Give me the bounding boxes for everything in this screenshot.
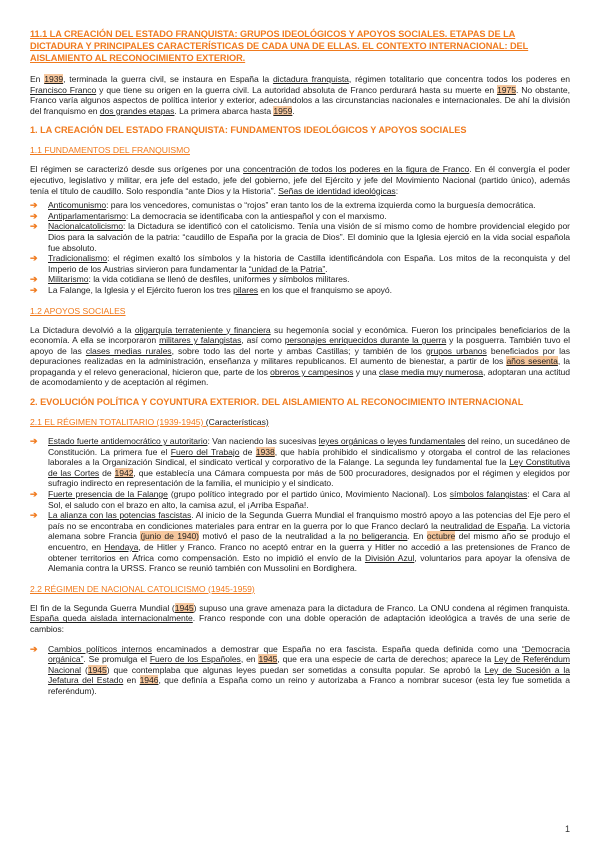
text: . Se promulga el xyxy=(83,654,150,665)
list-item xyxy=(30,274,570,285)
text: : la Dictadura se identificó con el catolicismo. Tenía una visión de sí mismo como de hombre providencial elegido por Dios para la salvación de la patria: “caudillo de España por la gracia de Dios”. El dominio que la Iglesia ejerció en la vida social española fue absoluto. xyxy=(48,221,570,253)
list-item xyxy=(30,436,570,489)
text: de xyxy=(99,467,115,478)
key-term: dos grandes etapas xyxy=(99,105,175,116)
text: del mismo año se produjo el encuentro, en xyxy=(48,531,570,552)
key-term: clase media muy numerosa xyxy=(378,366,484,377)
year-highlight: 1938 xyxy=(255,446,275,457)
list-item xyxy=(30,253,570,274)
key-term: Francisco Franco xyxy=(30,84,97,95)
arrow-right-icon: ➔ xyxy=(30,200,38,211)
text: : la vida cotidiana se llenó de desfiles, uniformes y símbolos militares. xyxy=(88,274,350,285)
key-term: La alianza con las potencias fascistas xyxy=(48,510,192,521)
page-number: 1 xyxy=(564,824,570,834)
text: La Dictadura devolvió a la xyxy=(30,324,135,335)
arrow-right-icon: ➔ xyxy=(30,253,38,264)
text: . En xyxy=(407,531,427,542)
text: , terminada la guerra civil, se instaura en España la xyxy=(63,74,273,84)
text: . La primera abarca hasta xyxy=(174,105,274,116)
arrow-right-icon: ➔ xyxy=(30,436,38,447)
list-item xyxy=(30,285,570,296)
year-highlight: 1946 xyxy=(139,675,159,686)
key-term: “unidad de la Patria” xyxy=(248,263,326,274)
text: ) supuso una grave amenaza para la dictadura de Franco. La ONU condena al régimen franquista. xyxy=(193,602,570,613)
key-term: Ley de Referéndum Nacional xyxy=(48,654,570,675)
text: en los que el franquismo se apoyó. xyxy=(258,284,392,295)
text: , voluntarios para apoyar la ofensiva de Alemania contra la URSS. Franco se reunió también con Mussolini en Bordighera. xyxy=(48,552,570,574)
key-term: España queda aislada internacionalmente xyxy=(30,613,193,624)
subsection-1-2-heading: 1.2 APOYOS SOCIALES xyxy=(30,305,126,316)
key-term: Anticomunismo xyxy=(48,200,107,211)
list-item xyxy=(30,200,570,211)
key-term: grupos urbanos xyxy=(425,345,487,356)
key-term: personajes enriquecidos durante la guerra xyxy=(284,335,447,346)
key-term: Fuero de los Españoles xyxy=(149,654,241,665)
date-highlight: octubre xyxy=(426,531,456,542)
text: : La democracia se identificaba con la antiespañol y con el marxismo. xyxy=(125,210,387,221)
text: de xyxy=(239,446,256,457)
key-term: Tradicionalismo xyxy=(48,253,108,264)
totalitario-list xyxy=(30,436,570,574)
key-term: símbolos falangistas xyxy=(449,489,528,500)
key-term: División Azul xyxy=(364,552,415,563)
key-term: Fuerte presencia de la Falange xyxy=(48,489,168,500)
year-highlight: 1945 xyxy=(258,654,278,665)
text: : el Cara al Sol, el saludo con el brazo en alto, la camisa azul, el ¡Arriba España!. xyxy=(48,489,570,510)
subsection-2-1-heading xyxy=(30,417,570,427)
arrow-right-icon: ➔ xyxy=(30,210,38,221)
document-page xyxy=(30,28,570,707)
text: . En él convergía el poder ejecutivo, legislativo y militar, era jefe del estado, jefe del gobierno, jefe del Ejército y jefe del Movimiento Nacional (partido único), además tenía el título de caudillo. Solo respondía “ante Dios y la Historia”. xyxy=(30,164,570,196)
date-highlight: (junio de 1940) xyxy=(140,531,199,542)
arrow-right-icon: ➔ xyxy=(30,284,38,295)
key-term: Estado fuerte antidemocrático y autoritario xyxy=(48,436,208,447)
key-term: Nacionalcatolicismo xyxy=(48,221,123,232)
text: : xyxy=(395,185,399,196)
text: , régimen totalitario que concentra todos los poderes en xyxy=(348,74,571,84)
apoyos-paragraph xyxy=(30,325,570,389)
list-item xyxy=(30,489,570,510)
text: . La victoria alemana sobre Francia xyxy=(48,520,570,542)
text: , en xyxy=(240,654,259,665)
arrow-right-icon: ➔ xyxy=(30,510,38,521)
key-term-highlight: años sesenta xyxy=(506,356,558,367)
nacional-catolicismo-paragraph xyxy=(30,603,570,635)
text: beneficiados por las depuraciones realizadas en la administración, enseñanza y militares republicanos. El aumento de bienestar, a partir de los xyxy=(30,345,570,367)
text: . xyxy=(292,105,295,116)
text: del reino, un sucedáneo de Constitución. La primera fue el xyxy=(48,436,570,457)
text: La Falange, la Iglesia y el Ejército fueron los tres xyxy=(48,284,234,295)
subsection-note: (Características) xyxy=(203,417,269,428)
year-highlight: 1942 xyxy=(114,467,134,478)
text: , de Hitler y Franco. Franco no aceptó entrar en la guerra y Hitler no accedió a las pretensiones de Franco de obtener territorios en África como compensación. Esto no impidió el envío de la xyxy=(48,542,570,563)
text: , que era una especie de carta de derechos; aparece la xyxy=(277,654,495,665)
year-highlight: 1975 xyxy=(497,84,516,95)
text: motivó el paso de la neutralidad a la xyxy=(199,531,349,542)
list-item xyxy=(30,510,570,574)
intro-paragraph xyxy=(30,74,570,116)
key-term: obreros y campesinos xyxy=(270,366,354,377)
key-term: “Democracia orgánica” xyxy=(48,643,571,665)
text: ( xyxy=(81,664,88,675)
text: ) que contemplaba que algunas leyes puedan ser sometidas a consulta popular. Se aprobó la xyxy=(106,664,485,675)
list-item xyxy=(30,644,570,697)
text: y la posguerra. También tuvo el apoyo de las xyxy=(30,335,571,356)
key-term: leyes orgánicas o leyes fundamentales xyxy=(318,436,466,447)
arrow-right-icon: ➔ xyxy=(30,221,38,232)
year-highlight: 1939 xyxy=(44,74,64,84)
key-term: Fuero del Trabajo xyxy=(170,446,240,457)
subsection-title: 2.1 EL RÉGIMEN TOTALITARIO (1939-1945) xyxy=(30,417,204,428)
year-highlight: 1945 xyxy=(174,602,194,613)
arrow-right-icon: ➔ xyxy=(30,274,38,285)
arrow-right-icon: ➔ xyxy=(30,643,38,654)
subsection-1-1-heading: 1.1 FUNDAMENTOS DEL FRANQUISMO xyxy=(30,145,190,156)
text: : el régimen exaltó los símbolos y la historia de Castilla identificándola con España. Los mitos de la reconquista y del Imperio de los Austrias sirvieron para fundamentar la xyxy=(48,253,570,274)
key-term: neutralidad de España xyxy=(440,520,527,531)
list-item xyxy=(30,221,570,253)
ideology-list xyxy=(30,200,570,295)
text: y una xyxy=(353,366,379,377)
key-term: no beligerancia xyxy=(348,531,408,542)
text: , que establecía una Cámara compuesta por más de 500 procuradores, designados por el régimen y elegidos por sufragio indirecto en representación de la familia, el municipio y el sindicato. xyxy=(48,467,570,489)
text: , que había prohibido el sindicalismo y otorgaba el control de las relaciones laborales a la Organización Sindical, el sindicato vertical y corporativo de la Falange. La segunda ley fundamental fue la xyxy=(48,446,571,468)
key-term: pilares xyxy=(233,284,259,295)
fundamentos-paragraph xyxy=(30,164,570,196)
text: y que tiene su origen en la guerra civil. La autoridad absoluta de Franco perdurará hasta su muerte en xyxy=(96,84,498,95)
year-highlight: 1945 xyxy=(87,664,107,675)
text: El fin de la Segunda Guerra Mundial ( xyxy=(30,602,175,613)
key-term: dictadura franquista xyxy=(272,74,349,84)
text: encaminados a demostrar que España no era fascista. España queda definida como una xyxy=(151,643,522,654)
arrow-right-icon: ➔ xyxy=(30,489,38,500)
text: , la propaganda y el relevo generacional, hicieron que, parte de los xyxy=(30,356,571,377)
key-term: militares y falangistas xyxy=(159,335,242,346)
text: , que definía a España como un reino y autorizaba a Franco a nombrar sucesor (esta ley fue sometida a referéndum). xyxy=(48,675,570,696)
document-title: 11.1 LA CREACIÓN DEL ESTADO FRANQUISTA: GRUPOS IDEOLÓGICOS Y APOYOS SOCIALES. ETAPAS DE LA DICTADURA Y PRINCIPALES CARACTERÍSTICAS DE CADA UNA DE ELLAS. EL CONTEXTO INTERNACIONAL: DEL AISLAMIENTO AL RECONOCIMIENTO EXTERIOR. xyxy=(30,29,529,63)
text: (grupo político integrado por el partido único, Movimiento Nacional). Los xyxy=(167,489,450,500)
section-1-heading: 1. LA CREACIÓN DEL ESTADO FRANQUISTA: FUNDAMENTOS IDEOLÓGICOS Y APOYOS SOCIALES xyxy=(30,125,467,136)
list-item xyxy=(30,211,570,222)
text: , adoptaran una actitud de acomodamiento y de aceptación al régimen. xyxy=(30,366,570,388)
key-term: Ley Constitutiva de las Cortes xyxy=(48,457,570,478)
text: : Van naciendo las sucesivas xyxy=(207,436,319,447)
year-highlight: 1959 xyxy=(273,105,293,116)
text: El régimen se caracterizó desde sus orígenes por una xyxy=(30,164,244,175)
text: en xyxy=(123,675,140,686)
text: . xyxy=(325,263,328,274)
key-term: concentración de todos los poderes en la figura de Franco xyxy=(243,164,470,175)
key-term: Ley de Sucesión a la Jefatura del Estado xyxy=(48,664,570,686)
key-term: Cambios políticos internos xyxy=(48,643,152,654)
key-term: oligarquía terrateniente y financiera xyxy=(134,324,271,335)
text: : para los vencedores, comunistas o “rojos” eran tanto los de la extrema izquierda como la burguesía democrática. xyxy=(106,200,536,211)
key-term: Militarismo xyxy=(48,274,89,285)
cambios-list xyxy=(30,644,570,697)
text: , sobre todo las del norte y ambas Castillas; y también de los xyxy=(171,345,426,356)
key-term: Señas de identidad ideológicas xyxy=(278,185,396,196)
text: su hegemonía social y económica. Fueron los principales beneficiarios de la economía. A ella se incorporaron xyxy=(30,324,570,346)
section-2-heading: 2. EVOLUCIÓN POLÍTICA Y COYUNTURA EXTERIOR. DEL AISLAMIENTO AL RECONOCIMIENTO INTERNACIONAL xyxy=(30,397,524,408)
text: . No obstante, Franco varía algunos aspectos de política interior y exterior, adecuándolos a las circunstancias nacionales e internacionales. De ahí la división del franquismo en xyxy=(30,84,570,116)
key-term: Hendaya xyxy=(104,542,139,552)
text: , así como xyxy=(241,335,285,346)
subsection-2-2-heading: 2.2 RÉGIMEN DE NACIONAL CATOLICISMO (1945-1959) xyxy=(30,583,255,594)
key-term: Antiparlamentarismo xyxy=(48,210,126,221)
text: . Franco responde con una doble operación de adaptación ideológica a través de una serie de cambios: xyxy=(30,613,570,634)
text: En xyxy=(30,74,45,84)
text: . Al inicio de la Segunda Guerra Mundial el franquismo mostró apoyo a las potencias del Eje pero el país no se encontraba en condiciones materiales para entrar en la guerra por lo que Franco declaró la xyxy=(48,510,571,531)
key-term: clases medias rurales xyxy=(85,345,172,356)
